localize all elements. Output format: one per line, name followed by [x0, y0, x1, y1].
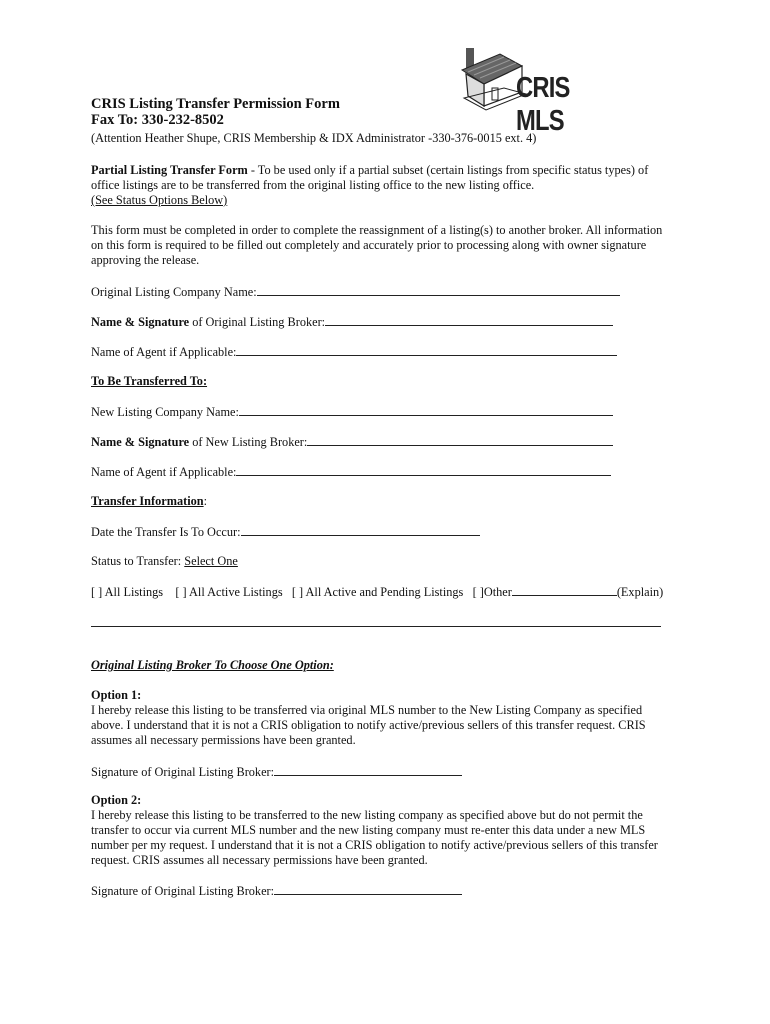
- original-company-row: [91, 284, 620, 300]
- original-agent-field[interactable]: [236, 344, 617, 356]
- transfer-date-row: [91, 524, 480, 540]
- transfer-info-heading-row: [91, 494, 207, 509]
- form-title: CRIS Listing Transfer Permission Form: [91, 96, 340, 112]
- new-broker-label: of New Listing Broker:: [189, 435, 308, 449]
- option-all-listings[interactable]: [ ] All Listings: [91, 585, 164, 599]
- other-field[interactable]: [512, 584, 617, 596]
- option2-line-4: request. CRIS assumes all necessary permissions have been granted.: [91, 853, 428, 867]
- option1-line-2: above. I understand that it is not a CRIS obligation to notify active/previous sellers of this transfer request. CRIS: [91, 718, 646, 732]
- status-row: [91, 554, 238, 569]
- broker-options-heading: Original Listing Broker To Choose One Option:: [91, 658, 334, 672]
- status-select[interactable]: Select One: [184, 554, 238, 568]
- option2-line-3: number per my request. I understand that it is not a CRIS obligation to notify active/previous sellers of this transfer: [91, 838, 658, 852]
- signature2-field[interactable]: [274, 883, 462, 895]
- partial-line-2: office listings are to be transferred from the original listing office to the new listing office.: [91, 178, 535, 192]
- original-company-label: Original Listing Company Name:: [91, 285, 257, 299]
- signature1-field[interactable]: [274, 764, 462, 776]
- partial-desc: - To be used only if a partial subset (certain listings from specific status types) of: [247, 163, 649, 177]
- status-label: Status to Transfer:: [91, 554, 185, 568]
- option1-line-3: assumes all necessary permissions have been granted.: [91, 733, 356, 747]
- attention-line: (Attention Heather Shupe, CRIS Membership & IDX Administrator -330-376-0015 ext. 4): [91, 131, 537, 145]
- new-agent-field[interactable]: [236, 464, 611, 476]
- intro-line-1: This form must be completed in order to complete the reassignment of a listing(s) to another broker. All information: [91, 223, 663, 237]
- explain-label: (Explain): [616, 585, 664, 599]
- fax-number: Fax To: 330-232-8502: [91, 112, 224, 128]
- signature2-row: [91, 883, 462, 899]
- new-broker-field[interactable]: [307, 434, 613, 446]
- option-all-active[interactable]: [ ] All Active Listings: [175, 585, 283, 599]
- intro-line-2: on this form is required to be filled out completely and accurately prior to processing along with owner signature: [91, 238, 647, 252]
- original-company-field[interactable]: [257, 284, 620, 296]
- partial-label: Partial Listing Transfer Form: [91, 163, 248, 177]
- transfer-date-label: Date the Transfer Is To Occur:: [91, 525, 241, 539]
- new-company-row: [91, 404, 613, 420]
- option1-line-1: I hereby release this listing to be transferred via original MLS number to the New Listing Company as specified: [91, 703, 643, 717]
- new-broker-bold: Name & Signature: [91, 435, 190, 449]
- signature1-label: Signature of Original Listing Broker:: [91, 765, 275, 779]
- new-agent-label: Name of Agent if Applicable:: [91, 465, 237, 479]
- transfer-info-heading: Transfer Information: [91, 494, 204, 508]
- transfer-to-heading: To Be Transferred To:: [91, 374, 208, 388]
- option-active-pending[interactable]: [ ] All Active and Pending Listings: [291, 585, 464, 599]
- intro-line-3: approving the release.: [91, 253, 200, 267]
- transfer-info-colon: :: [203, 494, 208, 508]
- signature2-label: Signature of Original Listing Broker:: [91, 884, 275, 898]
- new-broker-row: [91, 434, 613, 450]
- status-options-link[interactable]: (See Status Options Below): [91, 193, 228, 207]
- transfer-date-field[interactable]: [241, 524, 480, 536]
- option1-title: Option 1:: [91, 688, 142, 702]
- option2-line-1: I hereby release this listing to be transferred to the new listing company as specified above but do not permit the: [91, 808, 643, 822]
- original-agent-label: Name of Agent if Applicable:: [91, 345, 237, 359]
- new-company-field[interactable]: [239, 404, 613, 416]
- logo-text: CRIS MLS: [516, 72, 570, 137]
- original-broker-label: of Original Listing Broker:: [189, 315, 326, 329]
- original-agent-row: [91, 344, 617, 360]
- logo: [460, 44, 640, 137]
- original-broker-bold: Name & Signature: [91, 315, 190, 329]
- status-options-row: [91, 584, 663, 600]
- explain-line[interactable]: [91, 626, 661, 627]
- signature1-row: [91, 764, 462, 780]
- option-other[interactable]: [ ]Other: [472, 585, 512, 599]
- option2-line-2: transfer to occur via current MLS number and the new listing company must re-enter this data under a new MLS: [91, 823, 646, 837]
- original-broker-row: [91, 314, 613, 330]
- new-company-label: New Listing Company Name:: [91, 405, 239, 419]
- partial-line-1: [91, 163, 648, 178]
- option2-title: Option 2:: [91, 793, 142, 807]
- new-agent-row: [91, 464, 611, 480]
- original-broker-field[interactable]: [325, 314, 613, 326]
